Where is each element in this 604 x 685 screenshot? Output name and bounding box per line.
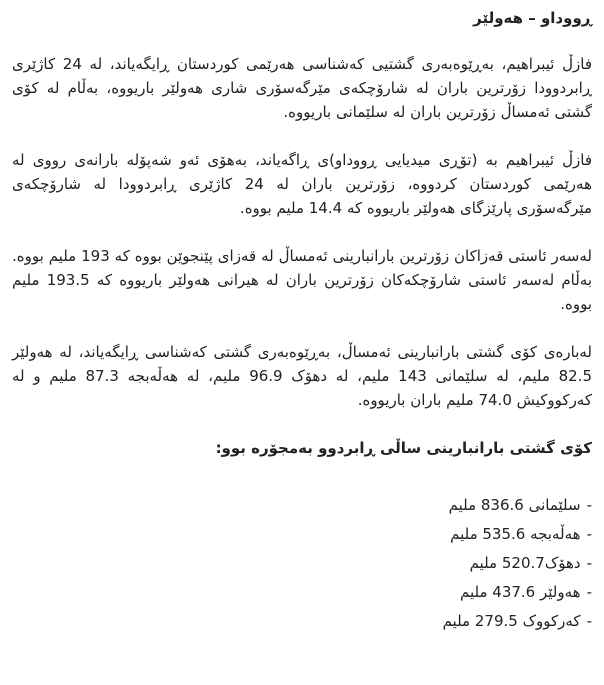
list-item [12, 552, 592, 575]
list-item-text: کەرکووک 279.5 ملیم [442, 612, 581, 630]
article-paragraph: لەبارەی کۆی گشتی بارانبارینی ئەمساڵ، بەڕێوەبەری گشتی کەشناسی ڕایگەیاند، لە هەولێر 82.5 ملیم، لە سلێمانی 143 ملیم، لە دهۆک 96.9 ملیم، لە هەڵەبجە 87.3 ملیم و لە کەرکووکیش 74.0 ملیم باران باریووە. [12, 343, 593, 409]
list-marker: - [586, 554, 592, 572]
list-item [12, 523, 592, 546]
list-item-text: سلێمانی 836.6 ملیم [448, 496, 581, 514]
list-item [12, 581, 592, 604]
article-paragraph: لەسەر ئاستی قەزاکان زۆرترین بارانبارینی ئەمساڵ لە قەزای پێنجوێن بووە کە 193 ملیم بووە. بەڵام لەسەر ئاستی شارۆچکەکان زۆرترین باران لە هیرانی هەولێر باریووە کە 193.5 ملیم بووە. [12, 247, 592, 313]
list-marker: - [586, 612, 592, 630]
article-paragraph: فازڵ ئیبراهیم، بەڕێوەبەری گشتیی کەشناسی هەرێمی کوردستان ڕایگەیاند، لە 24 کاژێری ڕابردوودا زۆرترین باران لە شارۆچکەی مێرگەسۆری شاری هەولێر باریووە، بەڵام لە کۆی گشتی ئەمساڵ زۆرترین باران لە سلێمانی باریووە. [12, 55, 592, 121]
article-paragraph: فازڵ ئیبراهیم بە (تۆڕی میدیایی ڕووداو)ی ڕاگەیاند، بەهۆی ئەو شەپۆلە بارانەی رووی لە هەرێمی کوردستان کردووە، زۆرترین باران لە 24 کاژێری ڕابردوودا لە شارۆچکەی مێرگەسۆری پارێزگای هەولێر باریووە کە 14.4 ملیم بووە. [12, 151, 592, 217]
list-item-text: هەڵەبجە 535.6 ملیم [450, 525, 581, 543]
list-marker: - [586, 496, 592, 514]
rainfall-summary-heading: کۆی گشتی بارانبارینی ساڵی ڕابردوو بەمجۆرە بوو: [215, 439, 592, 457]
rainfall-list [12, 494, 592, 633]
list-item-text: دهۆک520.7 ملیم [469, 554, 581, 572]
list-item-text: هەولێر 437.6 ملیم [460, 583, 581, 601]
list-item [12, 610, 592, 633]
list-item [12, 494, 592, 517]
article-dateline: ڕووداو – هەولێر [473, 9, 592, 27]
list-marker: - [586, 525, 592, 543]
list-marker: - [586, 583, 592, 601]
